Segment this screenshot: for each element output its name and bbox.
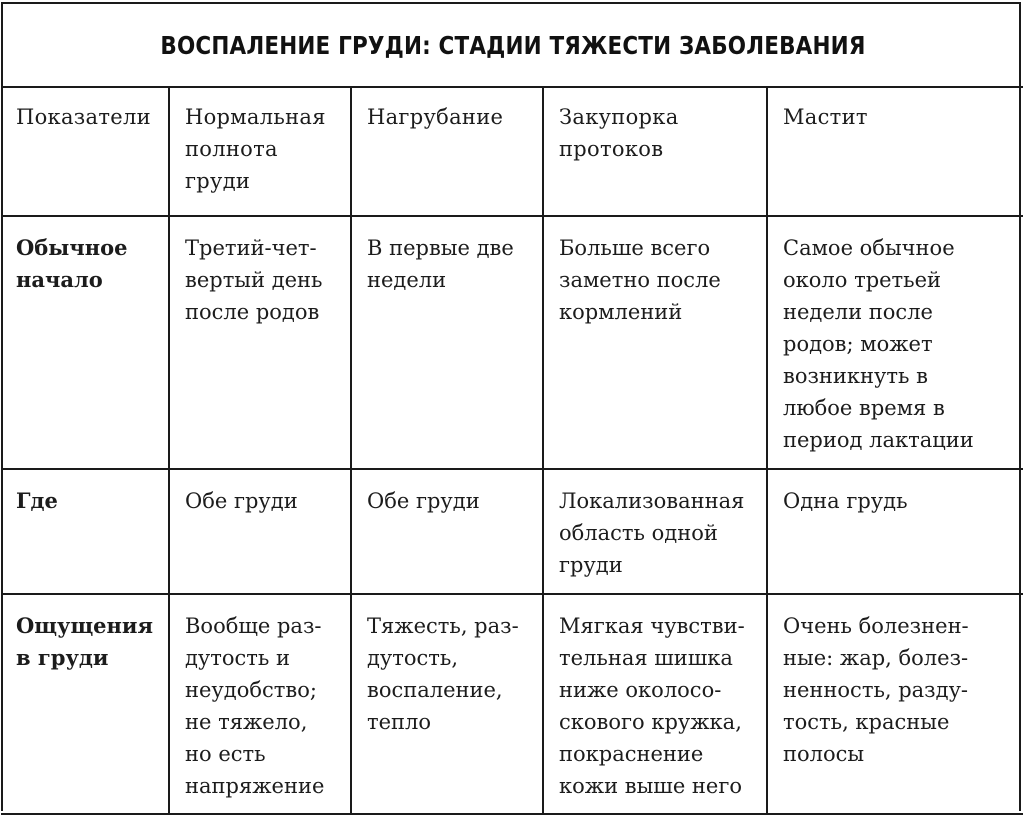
table-row bbox=[1, 469, 1023, 594]
table-row bbox=[1, 216, 1023, 469]
header-row bbox=[1, 88, 1023, 216]
table-cell: Очень болезнен- ные: жар, болез- ненность, разду- тость, красные полосы bbox=[767, 594, 1023, 814]
table-cell: Тяжесть, раз- дутость, воспаление, тепло bbox=[351, 594, 543, 814]
row-label-sensations: Ощущения в груди bbox=[1, 594, 169, 814]
table-cell: Самое обычное около третьей недели после родов; может возникнуть в любое время в период лактации bbox=[767, 216, 1023, 469]
header-mastitis: Мастит bbox=[767, 88, 1023, 216]
table-cell: Локализованная область одной груди bbox=[543, 469, 767, 594]
table-cell: Обе груди bbox=[351, 469, 543, 594]
header-indicators: Показатели bbox=[1, 88, 169, 216]
table-cell: Больше всего заметно после кормлений bbox=[543, 216, 767, 469]
table-row bbox=[1, 594, 1023, 814]
table-title: ВОСПАЛЕНИЕ ГРУДИ: СТАДИИ ТЯЖЕСТИ ЗАБОЛЕВАНИЯ bbox=[160, 30, 866, 60]
title-row bbox=[3, 4, 1023, 88]
table-frame bbox=[1, 2, 1021, 811]
row-label-onset: Обычное начало bbox=[1, 216, 169, 469]
table-cell: В первые две недели bbox=[351, 216, 543, 469]
table-cell: Вообще раз- дутость и неудобство; не тяжело, но есть напряжение bbox=[169, 594, 351, 814]
table-cell: Одна грудь bbox=[767, 469, 1023, 594]
stages-table bbox=[1, 88, 1023, 815]
row-label-where: Где bbox=[1, 469, 169, 594]
table-cell: Мягкая чувстви- тельная шишка ниже околосо- скового кружка, покраснение кожи выше него bbox=[543, 594, 767, 814]
header-plugged-ducts: Закупорка протоков bbox=[543, 88, 767, 216]
header-normal-fullness: Нормальная полнота груди bbox=[169, 88, 351, 216]
table-cell: Третий-чет- вертый день после родов bbox=[169, 216, 351, 469]
header-engorgement: Нагрубание bbox=[351, 88, 543, 216]
table-cell: Обе груди bbox=[169, 469, 351, 594]
